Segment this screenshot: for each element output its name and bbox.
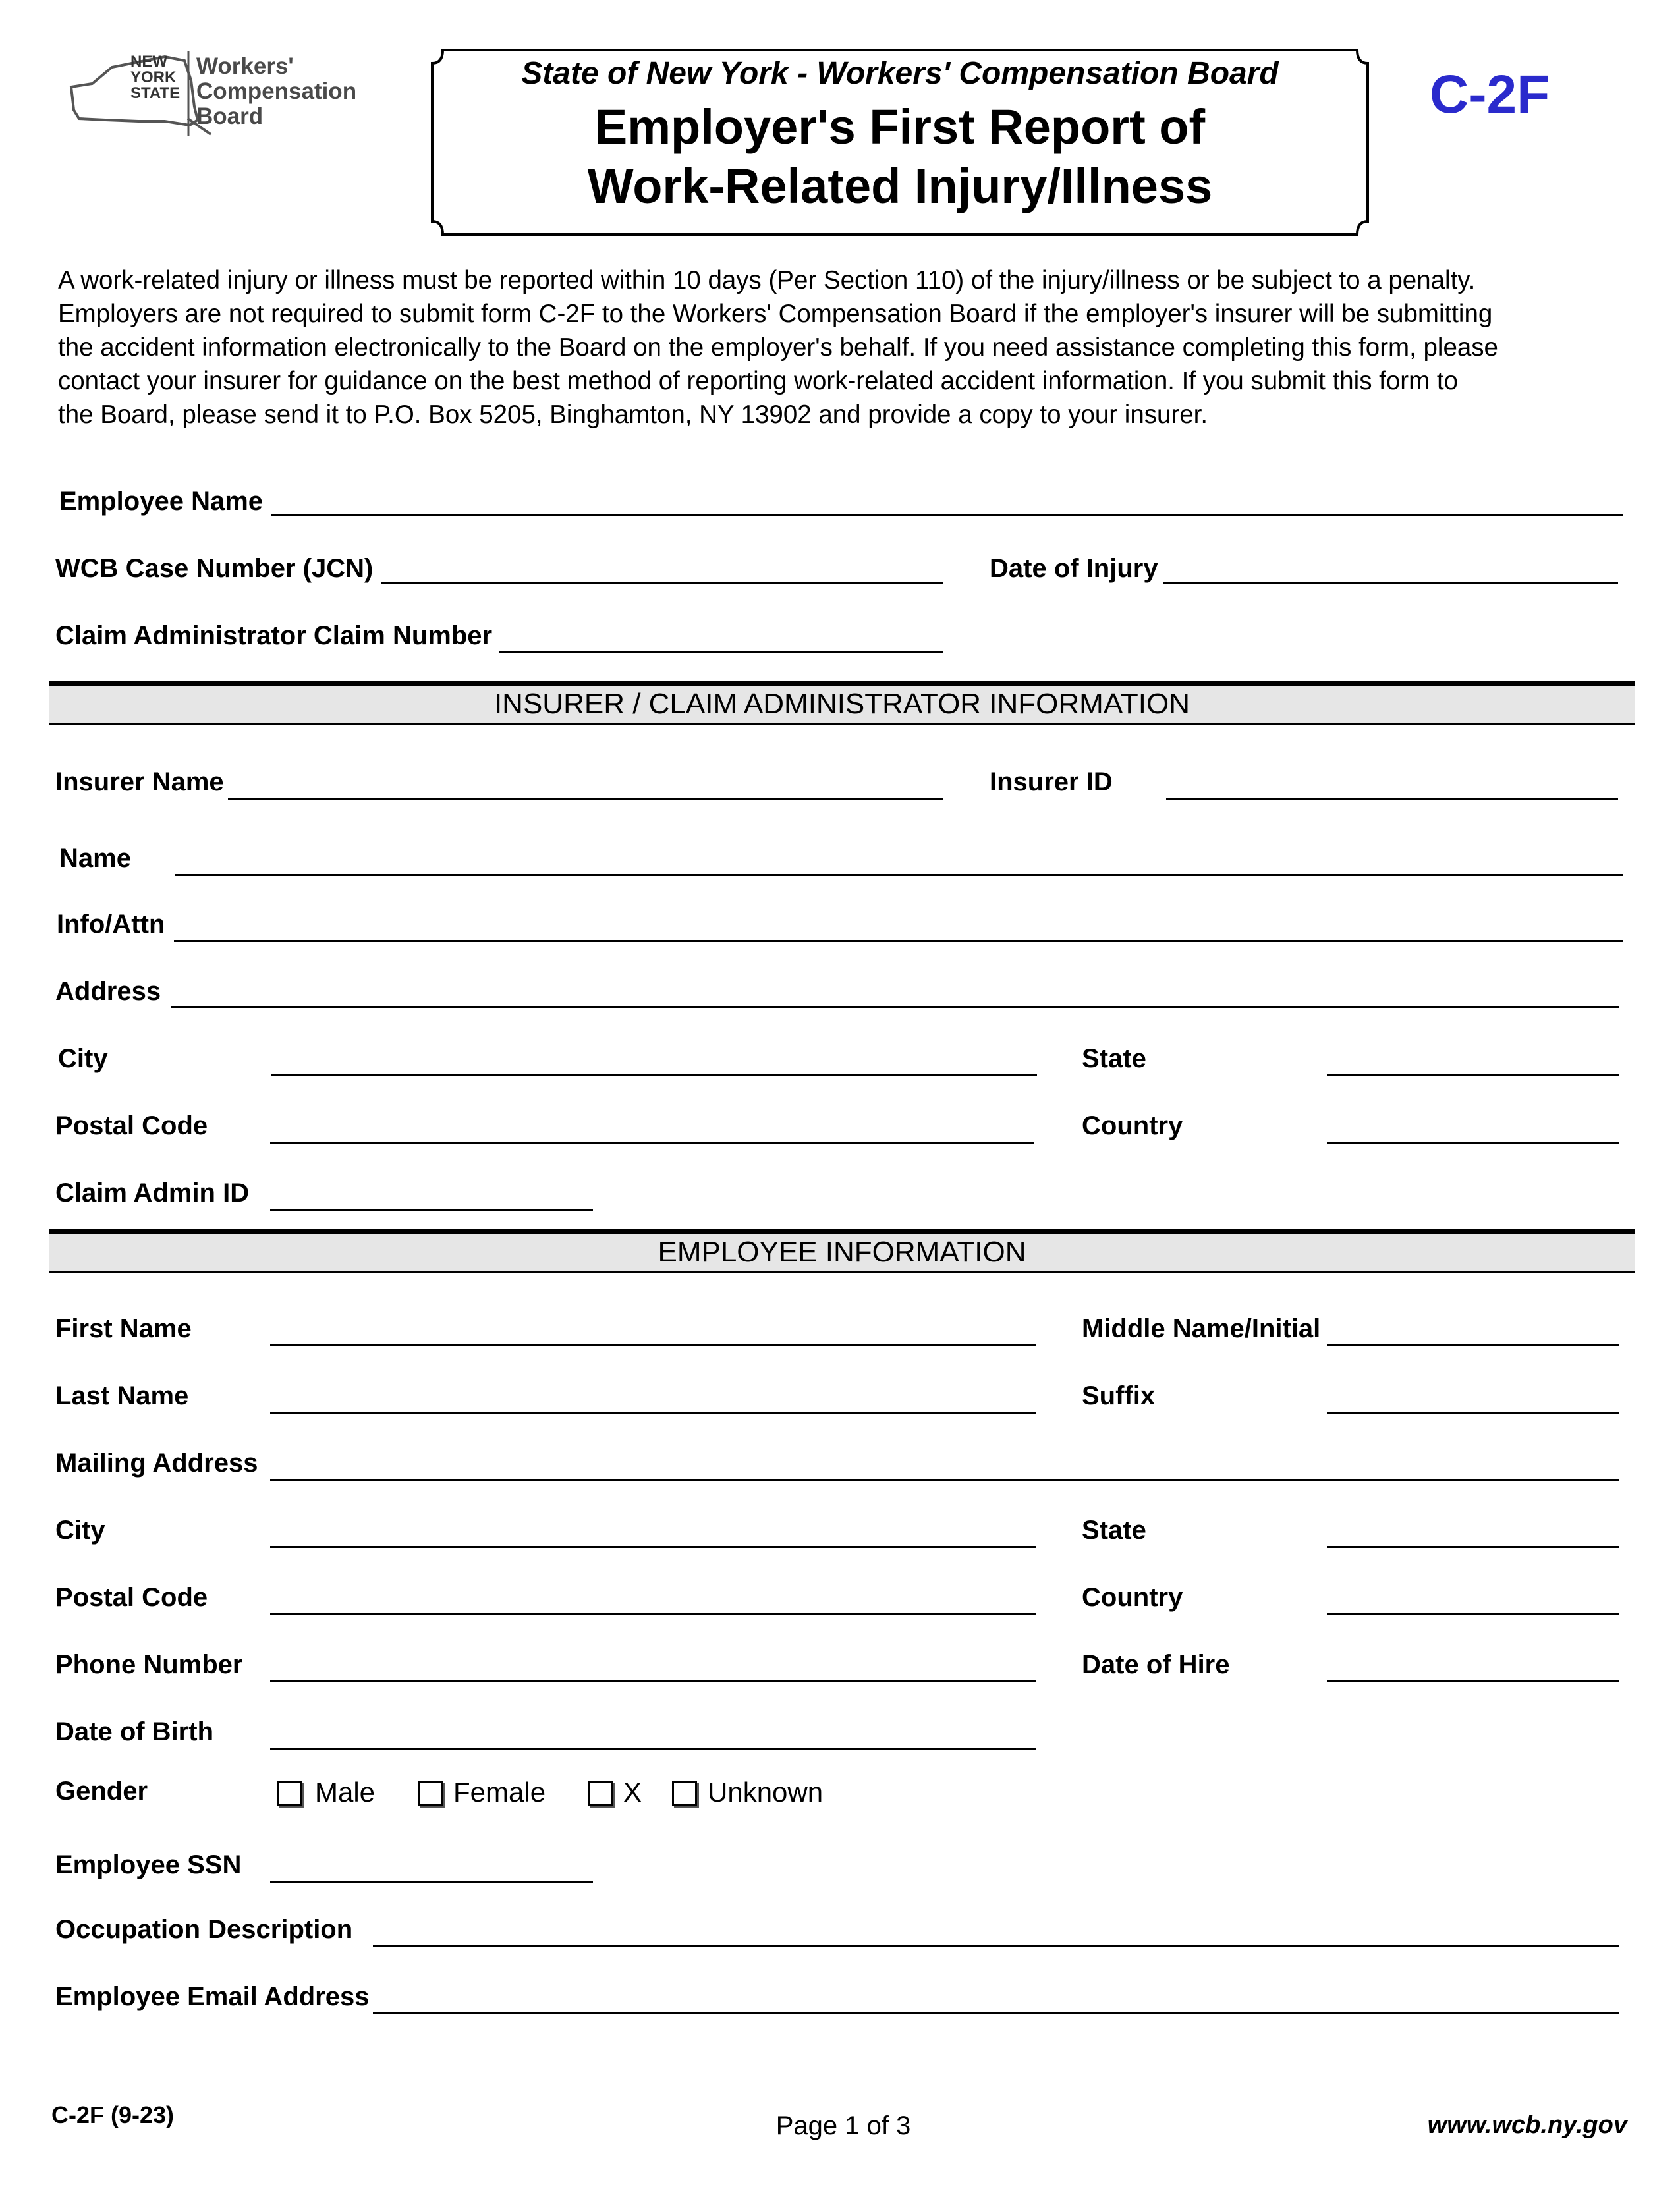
intro-line: the Board, please send it to P.O. Box 5205, Binghamton, NY 13902 and provide a copy to your insurer.	[58, 401, 1208, 429]
last-name-label: Last Name	[55, 1381, 189, 1410]
occupation-description-label: Occupation Description	[55, 1915, 353, 1944]
insurer-address-field[interactable]	[171, 979, 1619, 1008]
date-of-hire-field[interactable]	[1327, 1653, 1619, 1682]
employee-state-field[interactable]	[1327, 1519, 1619, 1548]
suffix-field[interactable]	[1327, 1385, 1619, 1414]
address-label: Address	[55, 977, 161, 1006]
intro-line: the accident information electronically to the Board on the employer's behalf. If you need assistance completing this form, please	[58, 333, 1498, 362]
date-of-birth-label: Date of Birth	[55, 1717, 213, 1746]
gender-male-label: Male	[315, 1777, 376, 1808]
intro-line: A work-related injury or illness must be reported within 10 days (Per Section 110) of the injury/illness or be subject to a penalty.	[58, 266, 1476, 294]
gender-label: Gender	[55, 1777, 148, 1806]
wcb-case-number-field[interactable]	[381, 555, 943, 584]
gender-male-checkbox[interactable]	[277, 1781, 302, 1806]
insurer-name-field[interactable]	[228, 771, 943, 800]
date-of-hire-label: Date of Hire	[1082, 1650, 1230, 1679]
form-code: C-2F	[1430, 65, 1550, 125]
insurer-id-field[interactable]	[1166, 771, 1618, 800]
middle-name-label: Middle Name/Initial	[1082, 1314, 1321, 1343]
occupation-description-field[interactable]	[373, 1918, 1619, 1947]
date-of-birth-field[interactable]	[270, 1721, 1036, 1750]
insurer-state-field[interactable]	[1327, 1047, 1619, 1076]
phone-number-label: Phone Number	[55, 1650, 243, 1679]
info-attn-field[interactable]	[174, 913, 1623, 942]
employee-country-label: Country	[1082, 1583, 1183, 1612]
logo-line-3: Board	[196, 103, 264, 129]
logo-mark: NEW YORK STATE	[130, 53, 181, 102]
claim-admin-id-field[interactable]	[270, 1182, 593, 1211]
insurer-name-label: Insurer Name	[55, 767, 224, 796]
gender-unknown-checkbox[interactable]	[672, 1781, 697, 1806]
claim-admin-claim-number-label: Claim Administrator Claim Number	[55, 621, 493, 650]
form-version: C-2F (9-23)	[51, 2101, 175, 2128]
insurer-contact-name-field[interactable]	[175, 847, 1623, 876]
suffix-label: Suffix	[1082, 1381, 1156, 1410]
intro-paragraph	[58, 263, 1639, 431]
insurer-city-field[interactable]	[271, 1047, 1037, 1076]
insurer-section-heading: INSURER / CLAIM ADMINISTRATOR INFORMATION	[49, 681, 1635, 725]
website-link[interactable]: www.wcb.ny.gov	[1427, 2111, 1627, 2139]
state-label: State	[1082, 1044, 1146, 1073]
employee-name-field[interactable]	[271, 487, 1623, 516]
employee-city-label: City	[55, 1516, 105, 1545]
agency-name: State of New York - Workers' Compensation Board	[521, 56, 1279, 91]
insurer-country-field[interactable]	[1327, 1115, 1619, 1144]
phone-number-field[interactable]	[270, 1653, 1036, 1682]
country-label: Country	[1082, 1111, 1183, 1140]
claim-admin-id-label: Claim Admin ID	[55, 1178, 250, 1207]
employee-state-label: State	[1082, 1516, 1146, 1545]
wcb-case-number-label: WCB Case Number (JCN)	[55, 554, 374, 583]
employee-email-label: Employee Email Address	[55, 1982, 370, 2011]
gender-female-label: Female	[453, 1777, 546, 1808]
last-name-field[interactable]	[270, 1385, 1036, 1414]
insurer-id-label: Insurer ID	[990, 767, 1113, 796]
page-title: Employer's First Report of	[594, 99, 1206, 154]
intro-line: contact your insurer for guidance on the best method of reporting work-related accident information. If you submit this form to	[58, 367, 1458, 395]
intro-line: Employers are not required to submit form C-2F to the Workers' Compensation Board if the employer's insurer will be submitting	[58, 300, 1493, 328]
employee-postal-code-field[interactable]	[270, 1586, 1036, 1615]
first-name-field[interactable]	[270, 1317, 1036, 1346]
info-attn-label: Info/Attn	[57, 910, 165, 939]
city-label: City	[58, 1044, 108, 1073]
page-number: Page 1 of 3	[775, 2111, 911, 2140]
employee-ssn-label: Employee SSN	[55, 1850, 242, 1879]
employee-email-field[interactable]	[373, 1985, 1619, 2014]
employee-city-field[interactable]	[270, 1519, 1036, 1548]
gender-female-checkbox[interactable]	[418, 1781, 443, 1806]
date-of-injury-field[interactable]	[1163, 555, 1618, 584]
date-of-injury-label: Date of Injury	[990, 554, 1158, 583]
claim-admin-claim-number-field[interactable]	[499, 624, 943, 653]
employee-name-label: Employee Name	[59, 487, 264, 516]
insurer-postal-code-field[interactable]	[270, 1115, 1034, 1144]
postal-code-label: Postal Code	[55, 1111, 208, 1140]
name-label: Name	[59, 844, 131, 873]
mailing-address-label: Mailing Address	[55, 1449, 258, 1478]
employee-postal-code-label: Postal Code	[55, 1583, 208, 1612]
gender-unknown-label: Unknown	[708, 1777, 824, 1808]
employee-section-heading: EMPLOYEE INFORMATION	[49, 1229, 1635, 1273]
middle-name-field[interactable]	[1327, 1317, 1619, 1346]
mailing-address-field[interactable]	[270, 1452, 1619, 1481]
gender-x-label: X	[623, 1777, 642, 1808]
logo-line-1: Workers'	[196, 53, 294, 79]
employee-country-field[interactable]	[1327, 1586, 1619, 1615]
logo-line-2: Compensation	[196, 78, 357, 104]
page-subtitle: Work-Related Injury/Illness	[587, 159, 1213, 213]
gender-x-checkbox[interactable]	[588, 1781, 613, 1806]
first-name-label: First Name	[55, 1314, 192, 1343]
employee-ssn-field[interactable]	[270, 1854, 593, 1883]
logo-wordmark	[196, 54, 356, 129]
